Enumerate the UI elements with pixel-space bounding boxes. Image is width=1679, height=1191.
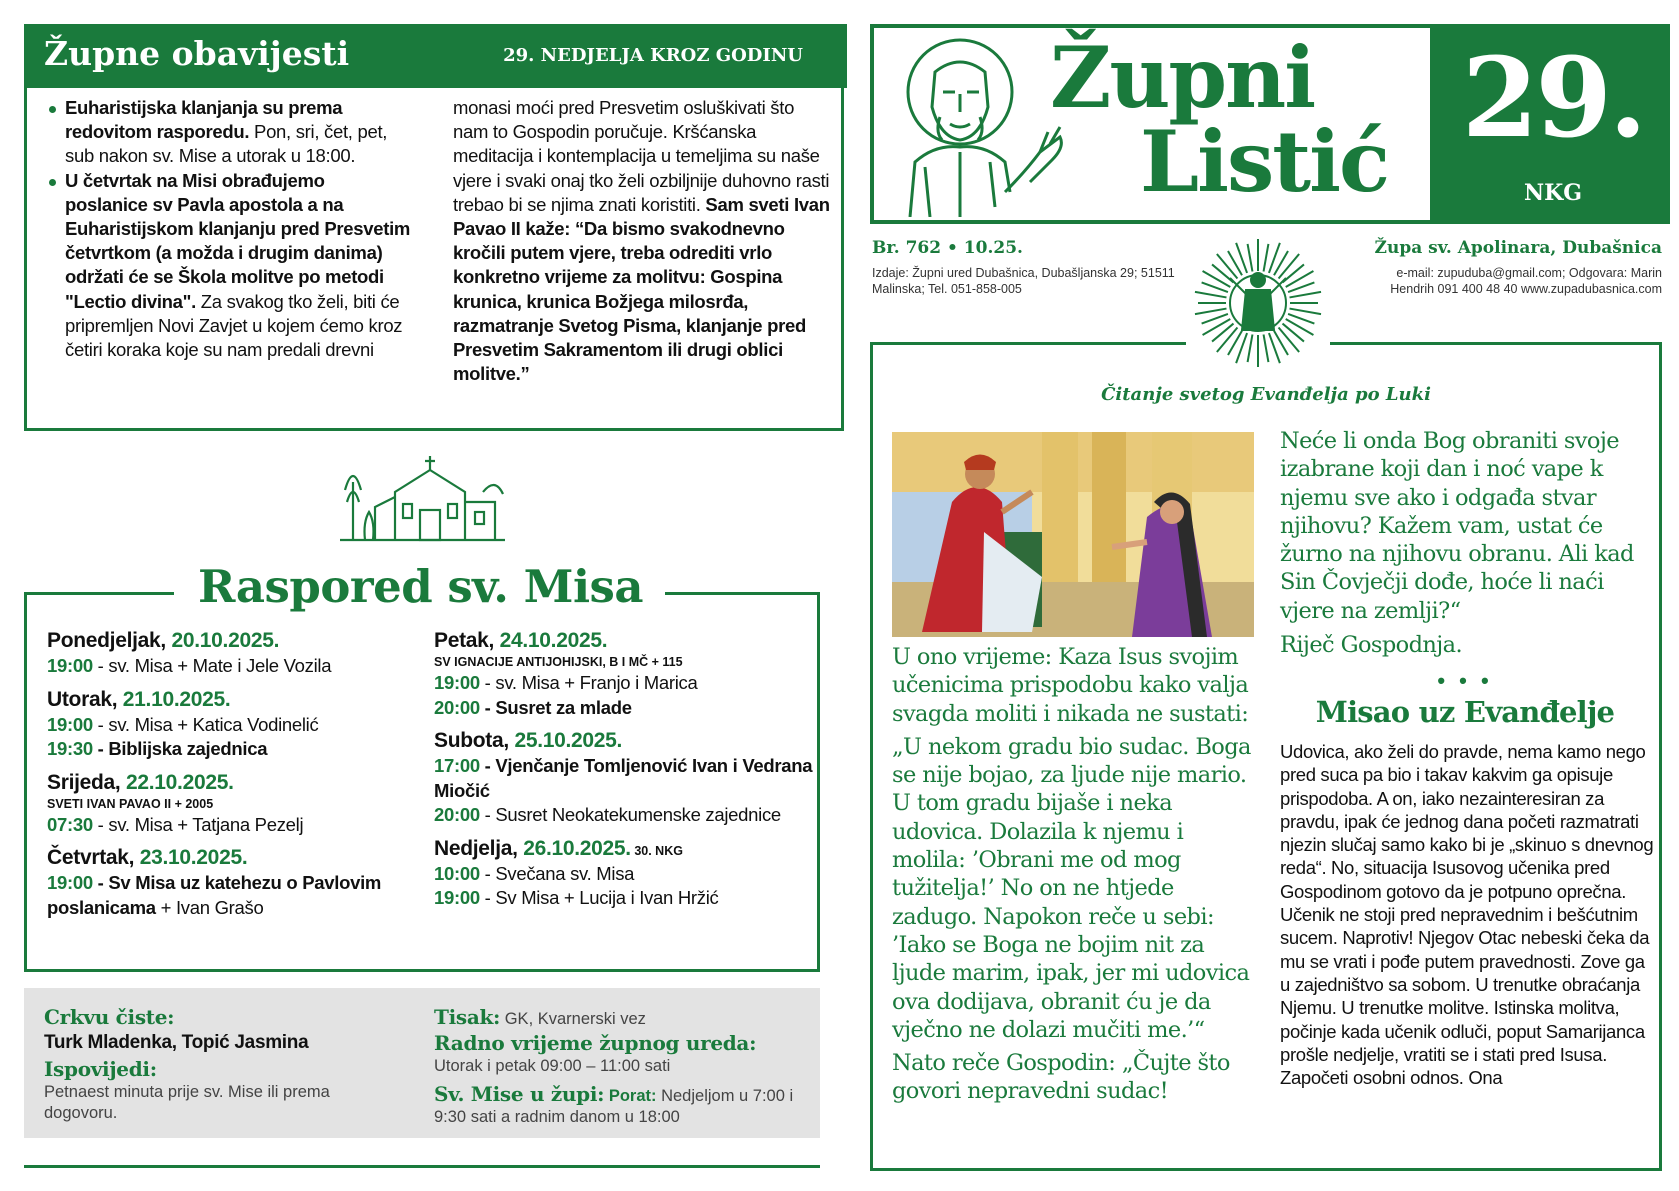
office-hours-text: Utorak i petak 09:00 – 11:00 sati <box>434 1057 671 1075</box>
mass-time: 19:00 <box>47 713 93 735</box>
mass-day-heading <box>434 628 814 654</box>
mass-entry <box>47 713 422 738</box>
mass-day-name: Petak, <box>434 629 495 652</box>
gospel-paragraph: „U nekom gradu bio sudac. Boga se nije bojao, za ljude nije mario. U tom gradu bijaše i neka udovica. Dolazila k njemu i molila: ’Obrani me od mog tužitelja!’ No on ne htjede zadugo. Napokon reče u sebi: ’Iako se Boga ne bojim nit za ljude marim, ipak, jer mi udovica ova dodijava, obranit ću je da vječno ne dolazi mučiti me.’“ <box>892 733 1251 1043</box>
mass-description: - Vjenčanje Tomljenović Ivan i Vedrana Miočić <box>434 755 813 801</box>
parish-masses <box>434 1081 814 1128</box>
mass-entry <box>434 696 814 721</box>
notices-title: Župne obavijesti <box>44 34 350 73</box>
parable-painting <box>892 432 1254 637</box>
mass-description: poslanicama <box>47 896 156 918</box>
bottom-rule <box>24 1165 820 1168</box>
mass-day-note: SVETI IVAN PAVAO II + 2005 <box>47 796 214 811</box>
mass-description: - Susret Neokatekumenske zajednice <box>479 804 781 825</box>
mass-time: 19:00 <box>434 887 480 908</box>
mass-description: - sv. Misa + Mate i Jele Vozila <box>92 655 332 676</box>
mass-time: 20:00 <box>434 804 480 825</box>
notices-week: 29. NEDJELJA KROZ GODINU <box>503 45 803 66</box>
mass-day-name: Ponedjeljak, <box>47 629 166 652</box>
info-column-2 <box>434 1004 814 1128</box>
mass-day-date: 26.10.2025. <box>517 836 631 860</box>
parish-masses-place: Porat: <box>604 1087 657 1105</box>
issue-number: Br. 762 • 10.25. <box>872 238 1023 258</box>
gospel-text-left <box>892 643 1254 1111</box>
mass-entry <box>47 896 422 921</box>
mass-day-heading <box>434 728 814 754</box>
mass-entry <box>47 871 422 896</box>
gospel-subtitle: Čitanje svetog Evanđelja po Luki <box>1101 384 1431 405</box>
mass-description: - Sv Misa + Lucija i Ivan Hržić <box>479 887 719 908</box>
gospel-paragraph: U ono vrijeme: Kaza Isus svojim učenicima prispodobu kako valja svagda moliti i nikada ne sustati: <box>892 644 1249 727</box>
notices-column-1 <box>47 96 412 362</box>
notices-column-2 <box>453 96 833 386</box>
notice-continued-text: monasi moći pred Presvetim osluškivati što nam to Gospodin poručuje. Kršćanska meditacija i kontemplacija u temeljima su naše vjere i svaki onaj tko želi ozbiljnije duhovno rasti trebao bi se njima znati koristiti. <box>453 97 830 215</box>
mass-description: - Svečana sv. Misa <box>479 862 635 884</box>
mass-day-date: 24.10.2025. <box>494 629 608 652</box>
gospel-paragraph: Neće li onda Bog obraniti svoje izabrane koji dan i noć vape k njemu sve ako i odgađa stvar njihovu? Kažem vam, ustat će žurno na njihovu obranu. Ali kad Sin Čovječji dođe, hoće li naći vjere na zemlji?“ <box>1280 428 1634 624</box>
mass-day-heading <box>47 687 422 713</box>
mass-entry <box>434 803 814 828</box>
mass-entry <box>434 754 814 803</box>
masthead-title-line-1: Župni <box>1050 28 1315 127</box>
mass-day-name: Srijeda, <box>47 770 121 794</box>
gospel-paragraph: Riječ Gospodnja. <box>1280 632 1463 659</box>
mass-entry <box>47 737 422 762</box>
mass-time: 19:00 <box>47 655 93 676</box>
mass-day-heading <box>47 845 422 871</box>
section-divider-dots: • • • <box>1437 668 1493 693</box>
notice-quote: Sam sveti Ivan Pavao II kaže: “Da bismo svakodnevno kročili putem vjere, treba odrediti vrlo konkretno vrijeme za molitvu: Gospina krunica, krunica Božjega milosrđa, razmatranje Svetog Pisma, klanjanje pred Presvetim Sakramentom ili drugi oblici molitve.” <box>453 193 830 385</box>
saint-illustration <box>880 32 1070 217</box>
mass-day-heading <box>434 836 814 862</box>
mass-time: 07:30 <box>47 813 93 835</box>
masthead-week-number: 29. <box>1461 33 1645 162</box>
mass-day-heading <box>47 770 422 796</box>
masses-title: Raspored sv. Misa <box>197 560 644 613</box>
publisher-info: Izdaje: Župni ured Dubašnica, Dubašljanska 29; 51511 Malinska; Tel. 051-858-005 <box>872 266 1175 296</box>
notice-item-bold: U četvrtak na Misi obrađujemo poslanice sv Pavla apostola a na Euharistijskom klanjanju pred Presvetim četvrtkom (a možda i drugim danima) održati će se Škola molitve po metodi "Lectio divina". <box>65 169 411 312</box>
masses-column-1 <box>47 628 422 920</box>
masthead-nkg: NKG <box>1523 180 1583 206</box>
reflection-title: Misao uz Evanđelje <box>1315 695 1615 729</box>
mass-description: - sv. Misa + Franjo i Marica <box>479 672 698 693</box>
notice-item-text: Za svakog tko želi, biti će pripremljen Novi Zavjet u kojem ćemo kroz četiri koraka koje su nam predali drevni <box>65 290 403 361</box>
contact-info: e-mail: zupuduba@gmail.com; Odgovara: Marin Hendrih 091 400 48 40 www.zupadubasnica.com <box>1390 266 1662 296</box>
mass-day-date: 23.10.2025. <box>134 846 248 869</box>
parish-name: Župa sv. Apolinara, Dubašnica <box>1374 238 1662 258</box>
mass-day-name: Subota, <box>434 729 509 752</box>
mass-description: - Biblijska zajednica <box>92 738 268 759</box>
mass-time: 17:00 <box>434 755 480 776</box>
mass-day-name: Četvrtak, <box>47 846 135 869</box>
mass-intention: + Ivan Grašo <box>155 896 264 918</box>
info-box <box>24 988 820 1138</box>
mass-description: - Sv Misa uz katehezu o Pavlovim <box>92 872 382 893</box>
mass-day-name: Utorak, <box>47 687 118 711</box>
mass-time: 19:30 <box>47 738 93 759</box>
church-illustration <box>335 452 510 547</box>
mass-day-date: 25.10.2025. <box>508 729 623 752</box>
print-heading: Tisak: <box>434 1005 501 1029</box>
notice-item <box>47 169 412 363</box>
mass-day-suffix: 30. NKG <box>630 843 683 858</box>
parish-masses-heading: Sv. Mise u župi: <box>434 1082 605 1106</box>
masses-column-2 <box>434 628 814 911</box>
notices-header <box>24 24 847 88</box>
masses-box <box>24 592 820 972</box>
mass-day-name: Nedjelja, <box>434 836 518 860</box>
gospel-text-right <box>1280 427 1650 665</box>
mass-day-heading <box>47 628 422 654</box>
cleaning-names: Turk Mladenka, Topić Jasmina <box>44 1032 309 1053</box>
mass-entry <box>47 654 422 679</box>
mass-entry <box>434 671 814 696</box>
masthead-title-line-2: Listić <box>1140 112 1389 211</box>
reflection-text: Udovica, ako želi do pravde, nema kamo nego pred suca pa bio i takav kakvim ga opisuje prispodoba. A on, iako nezainteresiran za pravdu, ipak će jednog dana početi razmatrati njezin slučaj samo kako bi je „skinuo s dnevnog reda“. No, situacija Isusovog učenika pred Gospodinom gotovo da je potpuno oprečna. Učenik ne stoji pred nepravednim i bešćutnim sucem. Naprotiv! Njegov Otac nebeski čeka da mu se vrati i pođe putem pravednosti. Zove ga u zajedništvo sa sobom. U trenutke obraćanja Njemu. U trenutke molitve. Istinska molitva, počinje kada učenik odluči, poput Samarijanca prošle nedjelje, vratiti se i stati pred Isusa. Započeti osobni odnos. Ona <box>1280 741 1654 1089</box>
mass-entry <box>434 886 814 911</box>
mass-time: 19:00 <box>434 672 480 693</box>
mass-description: - sv. Misa + Tatjana Pezelj <box>92 813 304 835</box>
office-hours-heading: Radno vrijeme župnog ureda: <box>434 1031 757 1055</box>
gospel-paragraph: Nato reče Gospodin: „Čujte što govori nepravedni sudac! <box>892 1050 1230 1105</box>
mass-time: 19:00 <box>47 872 93 893</box>
notices-box <box>24 24 844 431</box>
mass-entry <box>47 813 422 838</box>
mass-entry <box>434 862 814 887</box>
mass-day-note: SV IGNACIJE ANTIJOHIJSKI, B I MČ + 115 <box>434 655 683 669</box>
print-text: GK, Kvarnerski vez <box>500 1010 646 1028</box>
info-column-1 <box>44 1004 404 1124</box>
notice-item-bold: Euharistijska klanjanja su prema redovitom rasporedu. <box>65 97 343 143</box>
mass-description: - sv. Misa + Katica Vodinelić <box>92 713 319 735</box>
notice-item <box>47 96 412 169</box>
mass-time: 10:00 <box>434 862 480 884</box>
parish-masses-text: Nedjeljom u 7:00 i 9:30 sati a radnim danom u 18:00 <box>434 1087 794 1126</box>
confession-text: Petnaest minuta prije sv. Mise ili prema dogovoru. <box>44 1083 330 1122</box>
mass-day-date: 20.10.2025. <box>165 629 280 652</box>
notice-item-text: Pon, sri, čet, pet, sub nakon sv. Mise a utorak u 18:00. <box>65 121 388 167</box>
mass-day-date: 22.10.2025. <box>120 770 234 794</box>
mass-time: 20:00 <box>434 696 480 718</box>
mass-day-date: 21.10.2025. <box>117 687 231 711</box>
mass-description: - Susret za mlade <box>479 696 632 718</box>
confession-heading: Ispovijedi: <box>44 1057 157 1081</box>
cleaning-heading: Crkvu čiste: <box>44 1005 175 1029</box>
risen-christ-illustration <box>1188 238 1328 368</box>
